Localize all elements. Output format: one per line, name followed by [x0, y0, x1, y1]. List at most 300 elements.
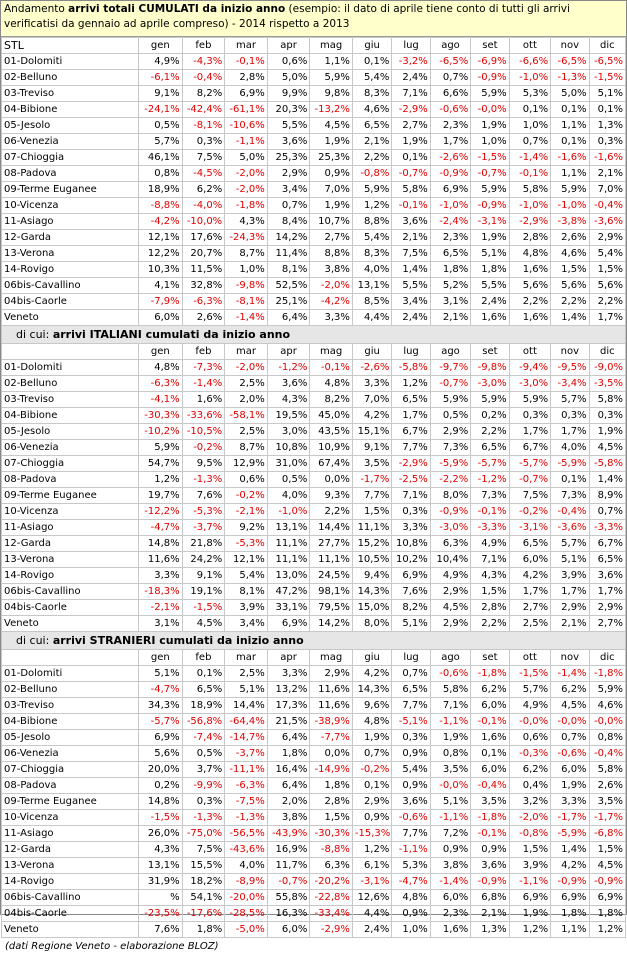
table-cell: -0,7% — [471, 166, 509, 182]
table-cell: 6,4% — [267, 730, 310, 746]
table-cell: 1,2% — [139, 472, 183, 488]
table-cell: -2,9% — [310, 922, 353, 938]
table-cell: 0,0% — [310, 472, 353, 488]
table-cell: 21,5% — [267, 714, 310, 730]
row-label: 06-Venezia — [2, 746, 139, 762]
table-cell: -0,0% — [589, 714, 625, 730]
row-label: 01-Dolomiti — [2, 666, 139, 682]
table-cell: -1,8% — [225, 198, 268, 214]
table-cell: 15,2% — [352, 536, 391, 552]
row-label: 04bis-Caorle — [2, 906, 139, 922]
table-cell: 6,9% — [267, 616, 310, 632]
table-cell: -5,1% — [392, 714, 430, 730]
row-label: 14-Rovigo — [2, 568, 139, 584]
table-cell: 7,3% — [551, 488, 589, 504]
table-cell: -2,4% — [430, 214, 470, 230]
table-cell: 19,1% — [182, 584, 225, 600]
table-cell: -2,9% — [392, 456, 430, 472]
table-cell: -2,2% — [430, 472, 470, 488]
table-cell: 6,5% — [182, 682, 225, 698]
table-cell: -0,1% — [225, 54, 268, 70]
table-cell: 11,6% — [310, 682, 353, 698]
table-cell: -1,0% — [267, 504, 310, 520]
table-cell: 4,1% — [139, 278, 183, 294]
table-cell: -7,5% — [225, 794, 268, 810]
table-cell: -0,2% — [182, 440, 225, 456]
table-cell: 52,5% — [267, 278, 310, 294]
row-label: 07-Chioggia — [2, 456, 139, 472]
table-cell: 1,3% — [589, 118, 625, 134]
table-cell: 0,3% — [182, 134, 225, 150]
table-cell: 2,5% — [509, 616, 551, 632]
table-cell: -2,0% — [509, 810, 551, 826]
table-cell: 6,9% — [139, 730, 183, 746]
table-cell: 10,8% — [267, 440, 310, 456]
table-cell: -7,3% — [182, 360, 225, 376]
table-cell: -12,2% — [139, 504, 183, 520]
table-cell: 16,9% — [267, 842, 310, 858]
table-cell: 2,2% — [551, 294, 589, 310]
section-label-prefix: di cui: — [16, 328, 53, 341]
table-cell: 4,9% — [509, 698, 551, 714]
table-cell: -1,5% — [589, 70, 625, 86]
table-cell: 2,1% — [352, 134, 391, 150]
table-cell: 2,5% — [225, 376, 268, 392]
table-cell: 1,9% — [551, 778, 589, 794]
table-cell: 5,7% — [509, 682, 551, 698]
table-cell: -8,9% — [225, 874, 268, 890]
table-cell: -0,0% — [471, 102, 509, 118]
table-cell: 5,6% — [589, 278, 625, 294]
table-cell: 14,4% — [310, 520, 353, 536]
table-cell: 0,4% — [509, 778, 551, 794]
table-cell: 9,6% — [352, 698, 391, 714]
table-row — [2, 794, 626, 810]
table-cell: 6,4% — [267, 778, 310, 794]
month-header: giu — [352, 650, 391, 666]
table-cell: -3,0% — [509, 376, 551, 392]
sheet-title — [1, 1, 626, 37]
table-cell: -5,8% — [589, 456, 625, 472]
table-cell: 3,8% — [267, 810, 310, 826]
table-cell: 4,9% — [471, 536, 509, 552]
month-header: set — [471, 650, 509, 666]
table-cell: 3,5% — [471, 794, 509, 810]
table-cell: 0,5% — [139, 118, 183, 134]
table-cell: 6,0% — [551, 762, 589, 778]
table-cell: 7,1% — [392, 488, 430, 504]
table-cell: 2,1% — [589, 166, 625, 182]
table-cell: 6,0% — [471, 698, 509, 714]
table-cell: 8,9% — [589, 488, 625, 504]
row-label: 14-Rovigo — [2, 262, 139, 278]
table-cell: -5,7% — [471, 456, 509, 472]
row-label: Veneto — [2, 310, 139, 326]
table-cell: 4,5% — [551, 698, 589, 714]
table-cell: 3,7% — [182, 762, 225, 778]
table-cell: -2,0% — [225, 166, 268, 182]
month-header: mar — [225, 344, 268, 360]
table-cell: 1,0% — [225, 262, 268, 278]
table-cell: 8,7% — [225, 440, 268, 456]
table-cell: -11,1% — [225, 762, 268, 778]
table-cell: 5,3% — [509, 86, 551, 102]
table-cell: 4,4% — [352, 310, 391, 326]
table-cell: -13,2% — [310, 102, 353, 118]
table-cell: -0,1% — [471, 504, 509, 520]
table-cell: 4,3% — [267, 392, 310, 408]
table-cell: -1,0% — [551, 198, 589, 214]
table-cell: -0,1% — [471, 714, 509, 730]
table-cell: 2,5% — [225, 424, 268, 440]
table-cell: 14,3% — [352, 584, 391, 600]
table-cell: 19,5% — [267, 408, 310, 424]
table-cell: 1,8% — [182, 922, 225, 938]
table-cell: 10,8% — [392, 536, 430, 552]
table-cell: -33,4% — [310, 906, 353, 922]
table-cell: -8,8% — [310, 842, 353, 858]
table-row — [2, 182, 626, 198]
table-row — [2, 230, 626, 246]
table-cell: 11,7% — [267, 858, 310, 874]
table-cell: 1,8% — [589, 906, 625, 922]
table-cell: 8,3% — [352, 246, 391, 262]
month-header: lug — [392, 650, 430, 666]
row-label: 06bis-Cavallino — [2, 890, 139, 906]
table-cell: 13,1% — [139, 858, 183, 874]
table-cell: -58,1% — [225, 408, 268, 424]
table-cell: -1,0% — [509, 70, 551, 86]
table-cell: 4,5% — [310, 118, 353, 134]
table-cell: -4,7% — [139, 520, 183, 536]
row-label: 05-Jesolo — [2, 730, 139, 746]
table-cell: -3,6% — [551, 520, 589, 536]
table-cell: 2,2% — [310, 504, 353, 520]
table-cell: -0,6% — [551, 746, 589, 762]
table-cell: 0,9% — [392, 778, 430, 794]
table-cell: 0,1% — [352, 778, 391, 794]
table-cell: 5,1% — [471, 246, 509, 262]
table-cell: 1,7% — [392, 408, 430, 424]
table-cell: -42,4% — [182, 102, 225, 118]
table-cell: 5,1% — [225, 682, 268, 698]
table-cell: 1,9% — [430, 730, 470, 746]
table-cell: 8,1% — [267, 262, 310, 278]
table-cell: 0,5% — [267, 472, 310, 488]
month-header: ago — [430, 650, 470, 666]
row-label: 03-Treviso — [2, 392, 139, 408]
table-row — [2, 278, 626, 294]
row-label: 12-Garda — [2, 230, 139, 246]
table-cell: 9,1% — [139, 86, 183, 102]
table-cell: 0,8% — [430, 746, 470, 762]
table-cell: 2,3% — [430, 230, 470, 246]
table-cell: -1,3% — [182, 810, 225, 826]
table-cell: 1,5% — [589, 262, 625, 278]
table-cell: 5,9% — [139, 440, 183, 456]
table-cell: -3,8% — [551, 214, 589, 230]
table-cell: 21,8% — [182, 536, 225, 552]
table-row — [2, 616, 626, 632]
table-cell: 8,8% — [352, 214, 391, 230]
table-cell: 8,4% — [267, 214, 310, 230]
table-cell: -2,6% — [352, 360, 391, 376]
table-cell: -3,0% — [430, 520, 470, 536]
row-label: 02-Belluno — [2, 682, 139, 698]
table-cell: 5,9% — [352, 182, 391, 198]
table-cell: 2,9% — [589, 230, 625, 246]
table-cell: 7,1% — [430, 698, 470, 714]
table-cell: 1,1% — [551, 166, 589, 182]
table-cell: 34,3% — [139, 698, 183, 714]
table-cell: -1,5% — [509, 666, 551, 682]
table-row — [2, 584, 626, 600]
table-cell: 10,3% — [139, 262, 183, 278]
table-cell: 3,1% — [139, 616, 183, 632]
table-cell: 2,2% — [589, 294, 625, 310]
table-cell: 16,3% — [267, 906, 310, 922]
table-cell: -3,5% — [589, 376, 625, 392]
table-cell: 9,4% — [352, 568, 391, 584]
table-cell: -3,6% — [589, 214, 625, 230]
table-cell: 4,0% — [267, 488, 310, 504]
table-cell: -9,5% — [551, 360, 589, 376]
table-cell: -1,0% — [509, 198, 551, 214]
table-row — [2, 874, 626, 890]
table-cell: 24,2% — [182, 552, 225, 568]
table-cell: 32,8% — [182, 278, 225, 294]
table-cell: 1,6% — [471, 310, 509, 326]
table-cell: 1,8% — [471, 262, 509, 278]
row-label: 09-Terme Euganee — [2, 794, 139, 810]
table-cell: 0,3% — [509, 408, 551, 424]
table-row — [2, 456, 626, 472]
table-cell: 33,1% — [267, 600, 310, 616]
table-cell: 17,6% — [182, 230, 225, 246]
month-header: mag — [310, 38, 353, 54]
table-cell: 8,2% — [182, 86, 225, 102]
table-cell: 19,7% — [139, 488, 183, 504]
table-cell: 5,4% — [352, 70, 391, 86]
table-cell: -1,1% — [430, 810, 470, 826]
table-cell: 6,2% — [509, 762, 551, 778]
table-cell: 11,1% — [267, 552, 310, 568]
table-cell: 5,1% — [551, 552, 589, 568]
table-cell: 0,1% — [392, 150, 430, 166]
table-cell: -0,9% — [471, 70, 509, 86]
table-cell: 5,8% — [589, 392, 625, 408]
table-cell: -1,6% — [589, 150, 625, 166]
table-cell: 27,7% — [310, 536, 353, 552]
table-cell: -15,3% — [352, 826, 391, 842]
table-cell: 1,9% — [589, 424, 625, 440]
table-cell: 10,4% — [430, 552, 470, 568]
table-cell: 0,1% — [352, 54, 391, 70]
table-cell: 54,7% — [139, 456, 183, 472]
table-cell: 3,1% — [430, 294, 470, 310]
table-cell: 14,8% — [139, 794, 183, 810]
table-cell: -1,1% — [509, 874, 551, 890]
table-cell: 6,0% — [139, 310, 183, 326]
table-cell: 1,7% — [509, 584, 551, 600]
table-cell: 1,7% — [589, 584, 625, 600]
table-cell: -0,2% — [225, 488, 268, 504]
table-cell: 17,3% — [267, 698, 310, 714]
table-cell: 5,9% — [430, 392, 470, 408]
row-label: 02-Belluno — [2, 70, 139, 86]
title-suffix: (esempio: il dato di aprile tiene conto di tutti gli arrivi verificatisi da gennaio ad aprile compreso) - 2014 rispetto a 2013 — [4, 3, 570, 30]
month-header: lug — [392, 344, 430, 360]
table-cell: -0,2% — [509, 504, 551, 520]
table-cell: 1,4% — [551, 842, 589, 858]
table-row — [2, 424, 626, 440]
month-header: feb — [182, 38, 225, 54]
table-cell: 4,6% — [352, 102, 391, 118]
table-cell: -1,3% — [225, 810, 268, 826]
section-label-bold: arrivi STRANIERI cumulati da inizio anno — [52, 634, 304, 647]
table-cell: -1,8% — [471, 666, 509, 682]
table-cell: 4,2% — [509, 568, 551, 584]
table-cell: 9,9% — [267, 86, 310, 102]
table-cell: 3,6% — [589, 568, 625, 584]
row-label: 10-Vicenza — [2, 810, 139, 826]
month-header: giu — [352, 38, 391, 54]
table-cell: 7,6% — [139, 922, 183, 938]
row-label: 03-Treviso — [2, 698, 139, 714]
table-cell: 5,9% — [551, 182, 589, 198]
table-cell: -23,5% — [139, 906, 183, 922]
table-cell: -1,7% — [551, 810, 589, 826]
row-label: 05-Jesolo — [2, 118, 139, 134]
table-row — [2, 552, 626, 568]
table-cell: -3,1% — [352, 874, 391, 890]
table-cell: 3,3% — [267, 666, 310, 682]
table-cell: 6,5% — [352, 118, 391, 134]
table-cell: 1,1% — [551, 118, 589, 134]
table-cell: 5,0% — [225, 150, 268, 166]
table-cell: 0,9% — [310, 166, 353, 182]
table-cell: 6,0% — [509, 552, 551, 568]
table-cell: 0,7% — [352, 746, 391, 762]
month-header: mar — [225, 38, 268, 54]
month-header: giu — [352, 344, 391, 360]
table-cell: 2,9% — [310, 666, 353, 682]
month-header: dic — [589, 38, 625, 54]
table-cell: 5,1% — [430, 794, 470, 810]
table-cell: 1,5% — [509, 842, 551, 858]
table-cell: 2,9% — [430, 616, 470, 632]
month-header: gen — [139, 344, 183, 360]
table-cell: 5,1% — [589, 86, 625, 102]
table-cell: 5,9% — [471, 392, 509, 408]
table-cell: 0,1% — [551, 102, 589, 118]
table-cell: 8,2% — [392, 600, 430, 616]
table-cell: 8,0% — [352, 616, 391, 632]
table-cell: 2,9% — [267, 166, 310, 182]
table-cell: -1,1% — [430, 714, 470, 730]
table-cell: 6,2% — [551, 682, 589, 698]
row-label: 10-Vicenza — [2, 198, 139, 214]
table-cell: 5,6% — [551, 278, 589, 294]
table-cell: -9,7% — [430, 360, 470, 376]
table-cell: 0,1% — [589, 102, 625, 118]
table-row — [2, 568, 626, 584]
table-cell: 1,2% — [392, 376, 430, 392]
table-cell: 5,5% — [267, 118, 310, 134]
table-cell: -4,2% — [139, 214, 183, 230]
table-cell: 1,9% — [352, 730, 391, 746]
table-cell: -0,7% — [267, 874, 310, 890]
table-cell: -30,3% — [139, 408, 183, 424]
table-cell: 2,4% — [471, 294, 509, 310]
row-label: 07-Chioggia — [2, 762, 139, 778]
table-cell: 11,1% — [352, 520, 391, 536]
month-header: apr — [267, 650, 310, 666]
table-cell: 0,7% — [509, 134, 551, 150]
table-cell: -4,5% — [182, 166, 225, 182]
row-label: 05-Jesolo — [2, 424, 139, 440]
month-header: nov — [551, 650, 589, 666]
table-cell: 1,7% — [551, 584, 589, 600]
table-cell: -7,7% — [310, 730, 353, 746]
table-cell: % — [139, 890, 183, 906]
table-cell: -20,2% — [310, 874, 353, 890]
table-cell: 2,7% — [310, 230, 353, 246]
table-cell: 4,0% — [352, 262, 391, 278]
table-row — [2, 890, 626, 906]
table-cell: 2,9% — [352, 794, 391, 810]
table-cell: 3,2% — [509, 794, 551, 810]
table-cell: 5,3% — [392, 858, 430, 874]
table-cell: 2,9% — [551, 600, 589, 616]
section-label — [2, 326, 626, 344]
table-cell: -0,0% — [551, 714, 589, 730]
table-cell: 0,5% — [182, 746, 225, 762]
table-cell: -1,4% — [430, 874, 470, 890]
table-cell: -1,1% — [225, 134, 268, 150]
table-cell: 9,3% — [310, 488, 353, 504]
table-cell: -0,0% — [430, 778, 470, 794]
table-cell: 1,6% — [430, 922, 470, 938]
table-cell: -14,7% — [225, 730, 268, 746]
table-cell: 6,9% — [551, 890, 589, 906]
table-cell: 0,1% — [509, 102, 551, 118]
table-cell: 6,0% — [267, 922, 310, 938]
table-cell: 2,3% — [430, 118, 470, 134]
table-cell: 4,8% — [509, 246, 551, 262]
month-header-row — [2, 650, 626, 666]
table-cell: 6,9% — [509, 890, 551, 906]
table-cell: -10,0% — [182, 214, 225, 230]
table-cell: -14,9% — [310, 762, 353, 778]
row-label: 14-Rovigo — [2, 874, 139, 890]
table-cell: 0,6% — [267, 54, 310, 70]
row-label: 04bis-Caorle — [2, 600, 139, 616]
table-cell: -2,1% — [225, 504, 268, 520]
month-header: apr — [267, 344, 310, 360]
table-cell: -1,8% — [589, 666, 625, 682]
table-cell: -10,6% — [225, 118, 268, 134]
table-cell: 1,5% — [471, 584, 509, 600]
table-cell: 2,0% — [267, 794, 310, 810]
table-cell: 7,6% — [392, 584, 430, 600]
table-cell: 1,9% — [310, 134, 353, 150]
table-cell: 1,9% — [471, 230, 509, 246]
table-cell: -0,1% — [310, 360, 353, 376]
table-cell: 25,3% — [267, 150, 310, 166]
table-cell: 3,6% — [267, 376, 310, 392]
table-row — [2, 376, 626, 392]
